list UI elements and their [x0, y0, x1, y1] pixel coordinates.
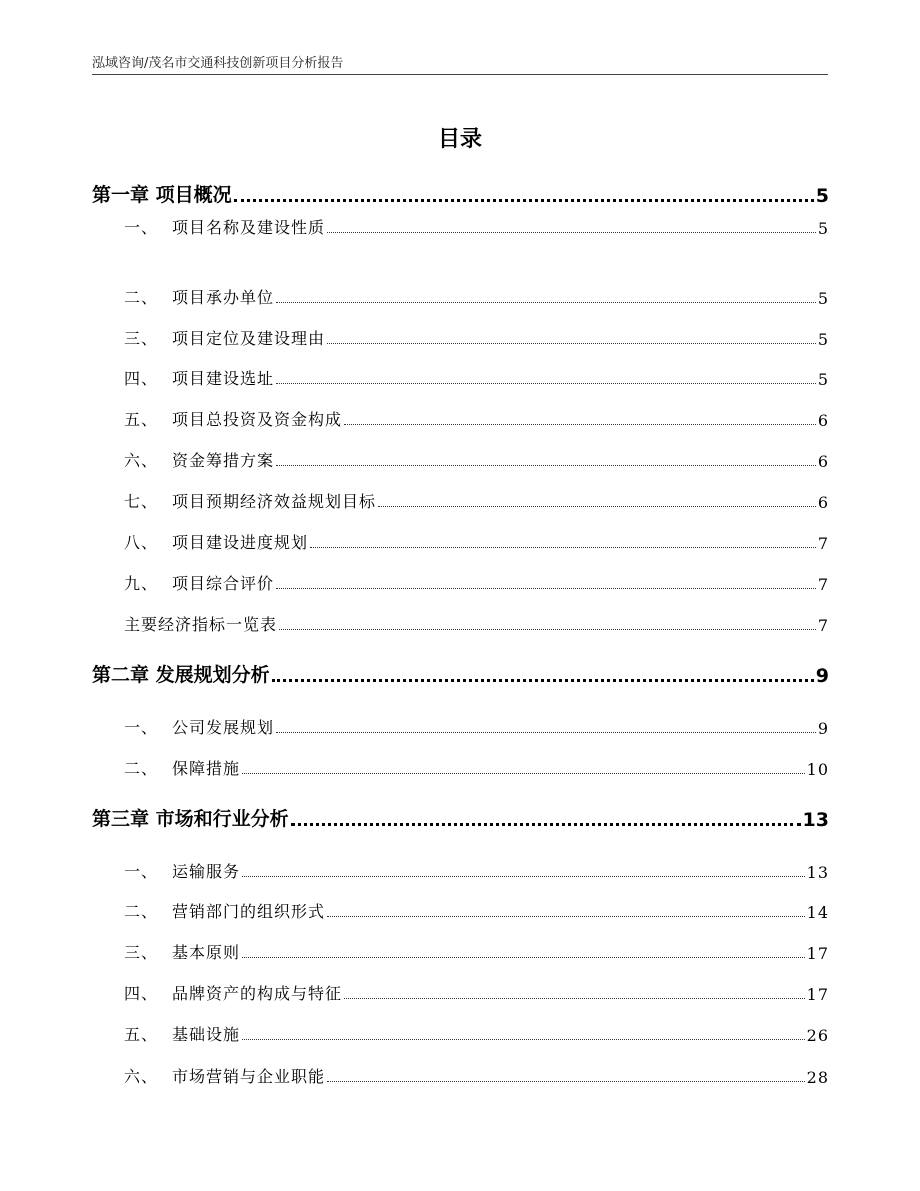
toc-entry-label	[124, 899, 325, 922]
toc-section-entry[interactable]	[124, 489, 829, 512]
toc-section-entry[interactable]	[124, 366, 829, 389]
toc-entry-number: 三、	[124, 943, 159, 962]
toc-entry-label	[124, 571, 274, 594]
toc-section-entry[interactable]	[124, 981, 829, 1004]
toc-page-number: 5	[817, 330, 829, 349]
toc-section-entry[interactable]	[124, 530, 829, 553]
toc-section-entry[interactable]	[124, 715, 829, 738]
toc-page-number: 9	[815, 665, 829, 687]
toc-entry-text: 市场营销与企业职能	[172, 1067, 326, 1086]
toc-dot-leader	[279, 629, 816, 630]
toc-section-entry[interactable]	[124, 407, 829, 430]
toc-dot-leader	[327, 1081, 805, 1082]
toc-entry-label	[92, 180, 232, 207]
toc-entry-text: 项目总投资及资金构成	[172, 410, 343, 429]
toc-entry-text: 项目建设进度规划	[172, 533, 309, 552]
toc-page-number: 7	[817, 534, 829, 553]
toc-dot-leader	[327, 232, 816, 233]
toc-entry-number: 八、	[124, 533, 159, 552]
toc-section-entry[interactable]	[124, 285, 829, 308]
toc-page-number: 28	[806, 1068, 829, 1087]
toc-page-number: 6	[817, 493, 829, 512]
toc-entry-label	[124, 859, 240, 882]
toc-page-number: 26	[806, 1026, 829, 1045]
toc-section-entry[interactable]	[124, 215, 829, 238]
toc-entry-label	[124, 940, 240, 963]
toc-entry-text: 项目建设选址	[172, 369, 275, 388]
toc-dot-leader	[276, 588, 816, 589]
toc-dot-leader	[276, 383, 816, 384]
toc-dot-leader	[242, 773, 805, 774]
toc-entry-text: 第一章 项目概况	[92, 184, 232, 206]
toc-entry-text: 营销部门的组织形式	[172, 902, 326, 921]
toc-entry-number: 五、	[124, 1025, 159, 1044]
toc-page-number: 6	[817, 452, 829, 471]
toc-entry-label	[124, 285, 274, 308]
page-header: 泓域咨询/茂名市交通科技创新项目分析报告	[92, 56, 344, 71]
toc-page-number: 14	[806, 903, 829, 922]
toc-entry-number: 九、	[124, 574, 159, 593]
toc-page-number: 13	[806, 863, 829, 882]
toc-entry-number: 六、	[124, 1067, 159, 1086]
toc-entry-label	[124, 407, 342, 430]
toc-page-number: 9	[817, 719, 829, 738]
toc-entry-label	[124, 612, 277, 635]
toc-entry-text: 第三章 市场和行业分析	[92, 808, 289, 830]
toc-entry-text: 项目预期经济效益规划目标	[172, 492, 377, 511]
toc-entry-label	[124, 1022, 240, 1045]
toc-entry-text: 项目名称及建设性质	[172, 218, 326, 237]
toc-page-number: 13	[802, 809, 829, 831]
toc-dot-leader	[276, 732, 816, 733]
toc-dot-leader	[327, 916, 805, 917]
toc-entry-text: 第二章 发展规划分析	[92, 664, 270, 686]
toc-entry-number: 五、	[124, 410, 159, 429]
toc-entry-label	[124, 530, 308, 553]
toc-entry-number: 一、	[124, 718, 159, 737]
toc-dot-leader	[378, 506, 816, 507]
toc-entry-text: 保障措施	[172, 759, 241, 778]
toc-entry-label	[124, 448, 274, 471]
toc-entry-text: 项目定位及建设理由	[172, 329, 326, 348]
toc-entry-label	[124, 1064, 325, 1087]
toc-page-number: 7	[817, 616, 829, 635]
toc-entry-number: 四、	[124, 369, 159, 388]
toc-section-entry[interactable]	[124, 940, 829, 963]
toc-entry-number: 二、	[124, 759, 159, 778]
header-divider	[92, 74, 828, 75]
toc-dot-leader	[242, 1039, 805, 1040]
toc-entry-text: 品牌资产的构成与特征	[172, 984, 343, 1003]
toc-entry-text: 项目承办单位	[172, 288, 275, 307]
toc-page-number: 7	[817, 575, 829, 594]
toc-entry-label	[124, 981, 342, 1004]
toc-chapter-entry[interactable]	[92, 180, 829, 207]
toc-chapter-entry[interactable]	[92, 660, 829, 687]
toc-dot-leader	[272, 679, 814, 682]
toc-dot-leader	[291, 823, 801, 826]
toc-entry-number: 一、	[124, 862, 159, 881]
toc-entry-number: 二、	[124, 288, 159, 307]
toc-page-number: 5	[817, 219, 829, 238]
toc-section-entry[interactable]	[124, 571, 829, 594]
toc-entry-text: 基本原则	[172, 943, 241, 962]
toc-page-number: 5	[815, 185, 829, 207]
toc-entry-text: 项目综合评价	[172, 574, 275, 593]
toc-section-entry[interactable]	[124, 612, 829, 635]
toc-page-number: 5	[817, 289, 829, 308]
toc-page-number: 6	[817, 411, 829, 430]
toc-entry-number: 七、	[124, 492, 159, 511]
toc-entry-text: 基础设施	[172, 1025, 241, 1044]
toc-entry-label	[92, 804, 289, 831]
toc-dot-leader	[344, 424, 816, 425]
toc-dot-leader	[234, 199, 814, 202]
toc-entry-text: 主要经济指标一览表	[124, 615, 278, 634]
toc-entry-label	[124, 366, 274, 389]
toc-section-entry[interactable]	[124, 448, 829, 471]
toc-entry-label	[124, 715, 274, 738]
toc-entry-label	[124, 489, 376, 512]
toc-dot-leader	[327, 343, 816, 344]
toc-dot-leader	[242, 876, 805, 877]
toc-entry-number: 一、	[124, 218, 159, 237]
toc-dot-leader	[276, 302, 816, 303]
toc-section-entry[interactable]	[124, 1064, 829, 1087]
toc-dot-leader	[242, 957, 805, 958]
toc-section-entry[interactable]	[124, 859, 829, 882]
toc-entry-number: 四、	[124, 984, 159, 1003]
toc-entry-label	[92, 660, 270, 687]
toc-dot-leader	[310, 547, 816, 548]
toc-page-number: 17	[806, 985, 829, 1004]
toc-section-entry[interactable]	[124, 1022, 829, 1045]
toc-entry-label	[124, 326, 325, 349]
toc-page-number: 10	[806, 760, 829, 779]
toc-entry-label	[124, 215, 325, 238]
toc-dot-leader	[276, 465, 816, 466]
toc-entry-text: 运输服务	[172, 862, 241, 881]
toc-entry-text: 资金筹措方案	[172, 451, 275, 470]
toc-section-entry[interactable]	[124, 756, 829, 779]
toc-section-entry[interactable]	[124, 899, 829, 922]
toc-dot-leader	[344, 998, 805, 999]
toc-title: 目录	[437, 127, 482, 152]
toc-entry-text: 公司发展规划	[172, 718, 275, 737]
toc-entry-number: 六、	[124, 451, 159, 470]
toc-chapter-entry[interactable]	[92, 804, 829, 831]
toc-page-number: 5	[817, 370, 829, 389]
toc-section-entry[interactable]	[124, 326, 829, 349]
toc-entry-label	[124, 756, 240, 779]
toc-page-number: 17	[806, 944, 829, 963]
toc-entry-number: 三、	[124, 329, 159, 348]
toc-entry-number: 二、	[124, 902, 159, 921]
